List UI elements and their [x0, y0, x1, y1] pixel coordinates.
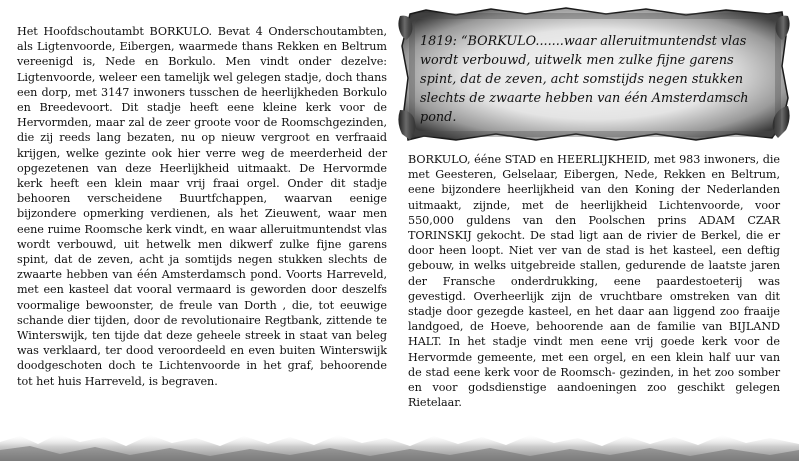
torn-paper-edge	[0, 428, 799, 461]
right-article-text: BORKULO, ééne STAD en HEERLIJKHEID, met 983 inwoners, die met Geesteren, Gelselaar, Eibergen, Nede, Rekken en Beltrum, eene bijzondere heerlijkheid van den Koning der Nederlanden uitmaakt, zijnde, met de heerlijkheid Lichtenvoorde, voor 550,000 guldens van den Poolschen prins ADAM CZAR TORINSKIJ gekocht. De stad ligt aan de rivier de Berkel, die er door heen loopt. Niet ver van de stad is het kasteel, een deftig gebouw, in welks uitgebreide stallen, gedurende de laatste jaren der Fransche onderdrukking, eene paardestoeterij was gevestigd. Overheerlijk zijn de vruchtbare omstreken van dit stadje door gezegde kasteel, en het daar aan liggend zoo fraaije landgoed, de Hoeve, behoorende aan de familie van BIJLAND HALT. In het stadje vindt men eene vrij goede kerk voor de Hervormde gemeente, met een orgel, en een klein half uur van de stad eene kerk voor de Roomsch- gezinden, in het zoo somber en voor godsdienstige aandoeningen zoo geschikt gelegen Rietelaar.	[408, 153, 780, 410]
scroll-quote-text: 1819: “BORKULO.......waar alleruitmuntendst vlas wordt verbouwd, uitwelk men zulke fijne garens spint, dat de zeven, acht somstijds negen stukken slechts de zwaarte hebben van één Amsterdamsch pond.	[420, 34, 749, 125]
left-article	[17, 24, 387, 389]
left-article-text: Het Hoofdschoutambt BORKULO. Bevat 4 Onderschoutambten, als Ligtenvoorde, Eibergen, waarmede thans Rekken en Beltrum vereenigd is, Nede en Borkulo. Men vindt onder dezelve: Ligtenvoorde, weleer een tamelijk wel gelegen stadje, doch thans een dorp, met 3147 inwoners tusschen de heerlijkheden Borkulo en Breedevoort. Dit stadje heeft eene kleine kerk voor de Hervormden, maar zal de zeer groote voor de Roomschgezinden, die zij reeds lang bezaten, nu op nieuw vergroot en verfraaid krijgen, welke gezinte ook hier verre weg de meerderheid der opgezetenen van deze Heerlijkheid uitmaakt. De Hervormde kerk heeft een klein maar vrij fraai orgel. Onder dit stadje behooren verscheidene Buurtfchappen, waarvan eenige bijzondere opmerking verdienen, als het Zieuwent, waar men eene ruime Roomsche kerk vindt, en waar alleruitmuntendst vlas wordt verbouwd, uit hetwelk men dikwerf zulke fijne garens spint, dat de zeven, acht ja somtijds negen stukken slechts de zwaarte hebben van één Amsterdamsch pond. Voorts Harreveld, met een kasteel dat vooral vermaard is geworden door deszelfs voormalige bewoonster, de freule van Dorth , die, tot eeuwige schande dier tijden, door de revolutionaire Regtbank, zittende te Winterswijk, ten tijde dat deze geheele streek in staat van beleg was verklaard, ter dood veroordeeld en even buiten Winterswijk doodgeschoten doch te Lichtenvoorde in het graf, behoorende tot het huis Harreveld, is begraven.	[17, 25, 387, 388]
quote-scroll	[396, 6, 792, 144]
right-article	[408, 152, 780, 410]
